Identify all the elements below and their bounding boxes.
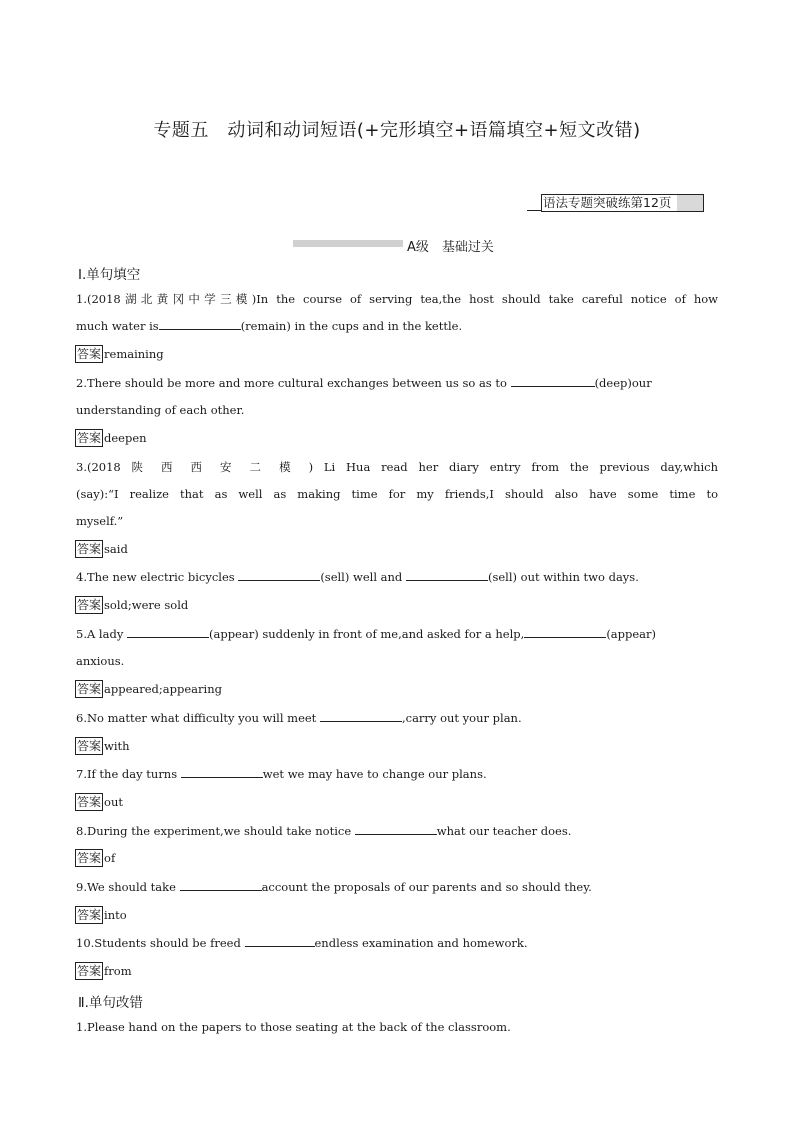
answer-tag: 答案 bbox=[77, 795, 102, 809]
section-heading-fill-blank: Ⅰ.单句填空 bbox=[78, 267, 141, 283]
reference-shade bbox=[677, 194, 704, 212]
answer-row bbox=[75, 345, 164, 363]
answer-blank bbox=[245, 934, 315, 947]
question-3-line-2: (say):“I realize that as well as making time for my friends,I should also have some time to bbox=[76, 487, 718, 501]
answer-blank bbox=[524, 625, 606, 638]
answer-blank bbox=[238, 568, 320, 581]
question-1-line-1: 1.(2018湖北黄冈中学三模)In the course of serving tea,the host should take careful notice of how bbox=[76, 292, 718, 306]
question-5-line-2: anxious. bbox=[76, 654, 125, 668]
question-4-line-1: 4.The new electric bicycles (sell) well and (sell) out within two days. bbox=[76, 570, 639, 584]
answer-tag: 答案 bbox=[77, 964, 102, 978]
question-3-line-3: myself.” bbox=[76, 514, 124, 528]
correction-1-line-1: 1.Please hand on the papers to those seating at the back of the classroom. bbox=[76, 1020, 511, 1034]
answer-text: with bbox=[104, 739, 130, 753]
page-title: 专题五 动词和动词短语(+完形填空+语篇填空+短文改错) bbox=[153, 120, 641, 141]
answer-row bbox=[75, 793, 123, 811]
answer-text: from bbox=[104, 964, 132, 978]
answer-row bbox=[75, 737, 130, 755]
answer-tag: 答案 bbox=[77, 598, 102, 612]
answer-text: out bbox=[104, 795, 123, 809]
question-2-line-2: understanding of each other. bbox=[76, 403, 245, 417]
answer-tag: 答案 bbox=[77, 347, 102, 361]
answer-text: said bbox=[104, 542, 128, 556]
reference-text: 语法专题突破练第12页 bbox=[541, 194, 677, 212]
answer-text: into bbox=[104, 908, 127, 922]
question-6-line-1: 6.No matter what difficulty you will meet ,carry out your plan. bbox=[76, 711, 522, 725]
answer-blank bbox=[355, 822, 437, 835]
answer-tag: 答案 bbox=[77, 739, 102, 753]
answer-row bbox=[75, 596, 188, 614]
answer-text: of bbox=[104, 851, 116, 865]
answer-blank bbox=[159, 317, 241, 330]
answer-blank bbox=[180, 878, 262, 891]
section-heading-error-correction: Ⅱ.单句改错 bbox=[78, 995, 143, 1011]
answer-row bbox=[75, 906, 127, 924]
answer-tag: 答案 bbox=[77, 431, 102, 445]
answer-blank bbox=[511, 374, 595, 387]
answer-blank bbox=[320, 709, 402, 722]
answer-blank bbox=[181, 765, 263, 778]
answer-row bbox=[75, 540, 128, 558]
answer-blank bbox=[406, 568, 488, 581]
question-10-line-1: 10.Students should be freed endless examination and homework. bbox=[76, 936, 528, 950]
question-3-line-1: 3.(2018 陕 西 西 安 二 模 ) Li Hua read her diary entry from the previous day,which bbox=[76, 460, 718, 474]
answer-tag: 答案 bbox=[77, 682, 102, 696]
question-2-line-1: 2.There should be more and more cultural exchanges between us so as to (deep)our bbox=[76, 376, 652, 390]
question-9-line-1: 9.We should take account the proposals of our parents and so should they. bbox=[76, 880, 592, 894]
question-1-line-2: much water is (remain) in the cups and in the kettle. bbox=[76, 319, 463, 333]
level-heading: A级 基础过关 bbox=[407, 240, 494, 255]
answer-row bbox=[75, 962, 132, 980]
reference-tag bbox=[527, 194, 704, 212]
answer-text: remaining bbox=[104, 347, 164, 361]
answer-text: appeared;appearing bbox=[104, 682, 222, 696]
answer-tag: 答案 bbox=[77, 542, 102, 556]
answer-row bbox=[75, 429, 147, 447]
answer-tag: 答案 bbox=[77, 851, 102, 865]
level-bar bbox=[293, 240, 403, 247]
question-8-line-1: 8.During the experiment,we should take notice what our teacher does. bbox=[76, 824, 572, 838]
question-5-line-1: 5.A lady (appear) suddenly in front of me,and asked for a help, (appear) bbox=[76, 627, 657, 641]
reference-leader-line bbox=[527, 195, 541, 211]
answer-text: sold;were sold bbox=[104, 598, 189, 612]
answer-tag: 答案 bbox=[77, 908, 102, 922]
answer-row bbox=[75, 680, 222, 698]
answer-text: deepen bbox=[104, 431, 147, 445]
answer-row bbox=[75, 849, 115, 867]
question-7-line-1: 7.If the day turns wet we may have to change our plans. bbox=[76, 767, 487, 781]
answer-blank bbox=[127, 625, 209, 638]
